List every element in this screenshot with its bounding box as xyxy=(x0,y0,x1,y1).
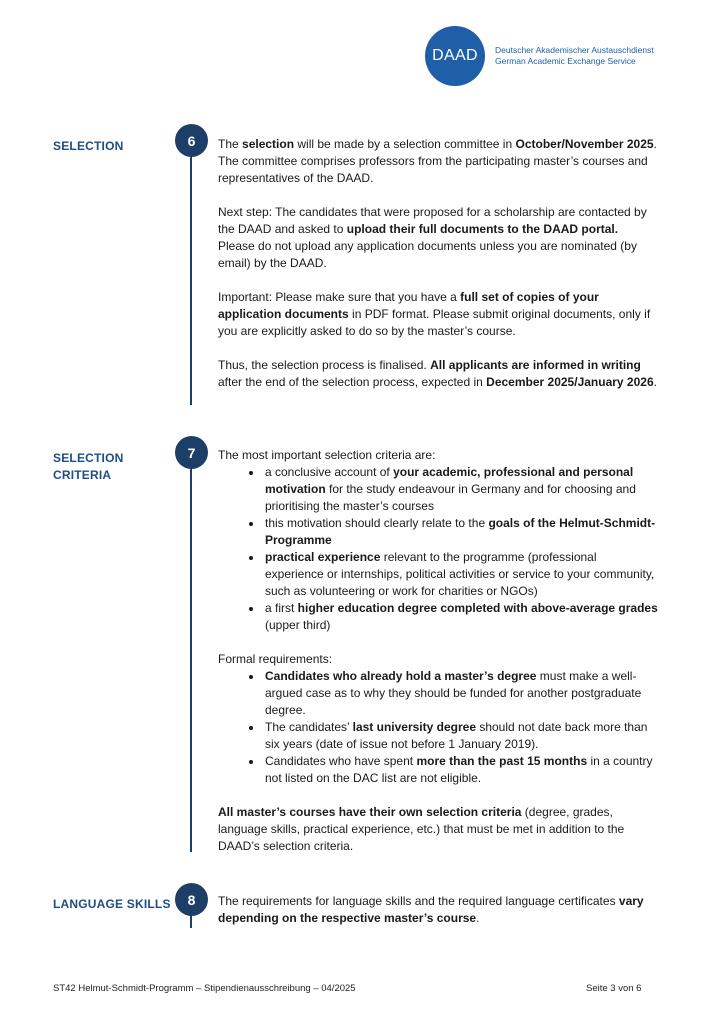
criteria-list xyxy=(218,464,658,634)
section-body xyxy=(218,447,658,855)
formal-requirements-intro: Formal requirements: xyxy=(218,652,333,666)
list-item: • The candidates’ last university degree should not date back more than six years (date of issue not before 1 January 2019). xyxy=(263,719,658,753)
list-item: • Candidates who already hold a master’s degree must make a well-argued case as to why they should be funded for another postgraduate degree. xyxy=(263,668,658,719)
section-title-line: SELECTION xyxy=(53,451,124,465)
paragraph: Thus, the selection process is finalised. All applicants are informed in writing after the end of the selection process, expected in December 2025/January 2026. xyxy=(218,358,657,389)
org-name-german: Deutscher Akademischer Austauschdienst xyxy=(495,45,654,55)
section-number-badge: 6 xyxy=(175,124,208,157)
daad-logo-circle: DAAD xyxy=(425,26,485,86)
section-title-language-skills: LANGUAGE SKILLS xyxy=(53,897,171,911)
section-timeline-line xyxy=(190,469,192,852)
list-item: • Candidates who have spent more than the past 15 months in a country not listed on the DAC list are not eligible. xyxy=(263,753,658,787)
footer-document-ref: ST42 Helmut-Schmidt-Programm – Stipendienausschreibung – 04/2025 xyxy=(53,983,356,994)
paragraph: Next step: The candidates that were proposed for a scholarship are contacted by the DAAD and asked to upload their full documents to the DAAD portal. Please do not upload any application documents unless you are nominated (by email) by the DAAD. xyxy=(218,205,647,270)
list-item: • a conclusive account of your academic, professional and personal motivation for the study endeavour in Germany and for choosing and prioritising the master’s courses xyxy=(263,464,658,515)
org-name xyxy=(495,45,654,67)
section-body xyxy=(218,893,658,927)
daad-logo xyxy=(425,26,654,86)
paragraph: The selection will be made by a selection committee in October/November 2025. The committee comprises professors from the participating master’s courses and representatives of the DAAD. xyxy=(218,137,657,185)
org-name-english: German Academic Exchange Service xyxy=(495,56,636,66)
paragraph: The requirements for language skills and the required language certificates vary depending on the respective master’s course. xyxy=(218,894,644,925)
paragraph: Important: Please make sure that you have a full set of copies of your application documents in PDF format. Please submit original documents, only if you are explicitly asked to do so by the master’s course. xyxy=(218,290,651,338)
section-title-line: CRITERIA xyxy=(53,468,112,482)
section-title-selection-criteria xyxy=(53,450,123,484)
formal-requirements-list xyxy=(218,668,658,787)
section-timeline-line xyxy=(190,914,192,928)
section-number-badge: 8 xyxy=(175,883,208,916)
section-title-selection: SELECTION xyxy=(53,139,124,153)
list-item: • practical experience relevant to the programme (professional experience or internships, political activities or service to your community, such as volunteering or work for charities or NGOs) xyxy=(263,549,658,600)
list-item: • a first higher education degree completed with above-average grades (upper third) xyxy=(263,600,658,634)
section-number-badge: 7 xyxy=(175,436,208,469)
section-timeline-line xyxy=(190,157,192,405)
criteria-intro: The most important selection criteria are: xyxy=(218,448,436,462)
section-body xyxy=(218,136,658,391)
paragraph: All master’s courses have their own selection criteria (degree, grades, language skills, practical experience, etc.) that must be met in addition to the DAAD’s selection criteria. xyxy=(218,805,625,853)
list-item: • this motivation should clearly relate to the goals of the Helmut-Schmidt-Programme xyxy=(263,515,658,549)
footer-page-number: Seite 3 von 6 xyxy=(586,983,642,994)
